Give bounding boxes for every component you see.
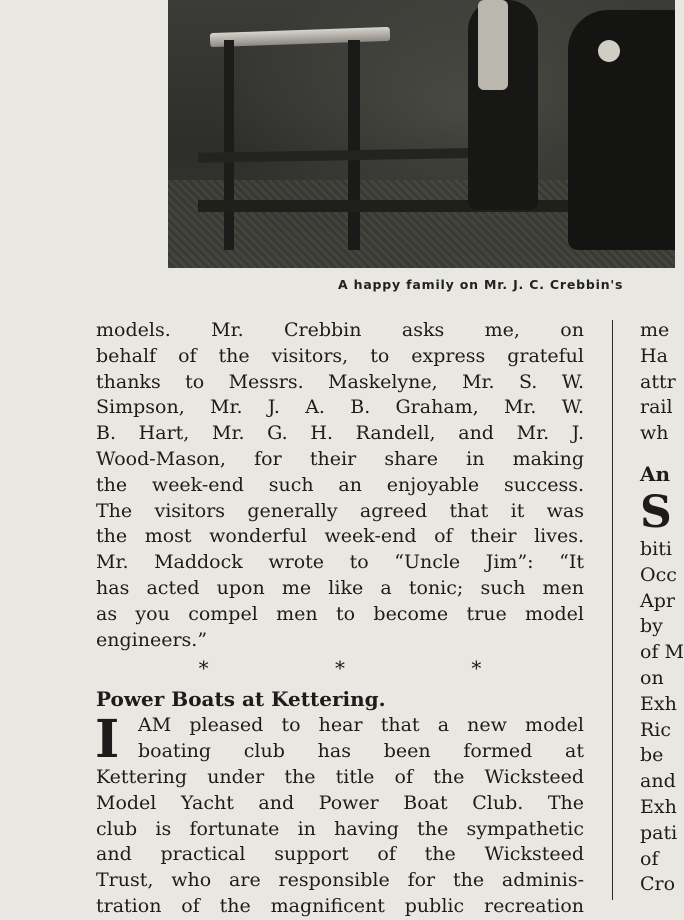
photo-person	[468, 0, 538, 210]
text-line: has acted upon me like a tonic; such men	[96, 576, 584, 599]
text-line: Cro	[640, 873, 676, 896]
photo-person	[568, 10, 675, 250]
text-line: Occ	[640, 563, 677, 586]
left-column	[96, 318, 584, 920]
text-line: Exh	[640, 795, 677, 818]
text-line: Mr. Maddock wrote to “Uncle Jim”: “It	[96, 551, 584, 574]
text-line: attr	[640, 370, 676, 393]
text-line: rail	[640, 396, 673, 419]
text-line: Trust, who are responsible for the adminis-	[96, 869, 584, 892]
photo-shirt	[478, 0, 508, 90]
text-line: by	[640, 615, 663, 638]
text-line: engineers.”	[96, 628, 208, 651]
text-line: wh	[640, 422, 669, 445]
photo-model-rail	[210, 27, 390, 47]
text-line: me	[640, 319, 670, 341]
text-line: models. Mr. Crebbin asks me, on	[96, 319, 584, 341]
text-line: Ha	[640, 344, 668, 367]
text-line: of M	[640, 641, 684, 664]
text-line: Kettering under the title of the Wicksteed	[96, 765, 584, 788]
text-line: boating club has been formed at	[138, 740, 584, 763]
text-line: on	[640, 666, 664, 689]
column-rule	[612, 320, 613, 900]
text-line: of	[640, 847, 659, 870]
photograph	[168, 0, 675, 268]
photo-post	[348, 40, 360, 250]
text-line: behalf of the visitors, to express grateful	[96, 344, 584, 367]
text-line: Model Yacht and Power Boat Club. The	[96, 791, 584, 814]
text-line: biti	[640, 537, 672, 560]
text-line: B. Hart, Mr. G. H. Randell, and Mr. J.	[96, 422, 584, 445]
text-line: AM pleased to hear that a new model	[138, 714, 584, 737]
text-line: Apr	[640, 589, 675, 612]
text-line: Simpson, Mr. J. A. B. Graham, Mr. W.	[96, 396, 584, 419]
photo-face	[598, 40, 620, 62]
right-column	[640, 318, 684, 898]
text-line: Exh	[640, 692, 677, 715]
section-heading: Power Boats at Kettering.	[96, 687, 386, 712]
text-line: thanks to Messrs. Maskelyne, Mr. S. W.	[96, 370, 584, 393]
text-line: club is fortunate in having the sympathetic	[96, 817, 584, 840]
photo-caption: A happy family on Mr. J. C. Crebbin's	[338, 277, 624, 292]
text-line: and	[640, 770, 676, 793]
text-line: be	[640, 744, 664, 767]
paragraph	[95, 709, 584, 919]
text-line: the most wonderful week-end of their lives.	[96, 525, 584, 548]
section-separator: * * *	[198, 656, 542, 681]
text-line: Ric	[640, 718, 672, 741]
text-line: the week-end such an enjoyable success.	[96, 473, 584, 496]
text-line: pati	[640, 821, 678, 844]
section-heading: An	[640, 461, 671, 486]
text-line: and practical support of the Wicksteed	[96, 843, 584, 866]
text-line: The visitors generally agreed that it was	[96, 499, 584, 522]
text-line: as you compel men to become true model	[96, 602, 584, 625]
drop-cap: I	[95, 709, 120, 771]
drop-cap: S	[640, 486, 672, 538]
photo-post	[224, 40, 234, 250]
text-line: Wood-Mason, for their share in making	[96, 447, 584, 470]
text-line: tration of the magnificent public recreation	[96, 894, 584, 917]
